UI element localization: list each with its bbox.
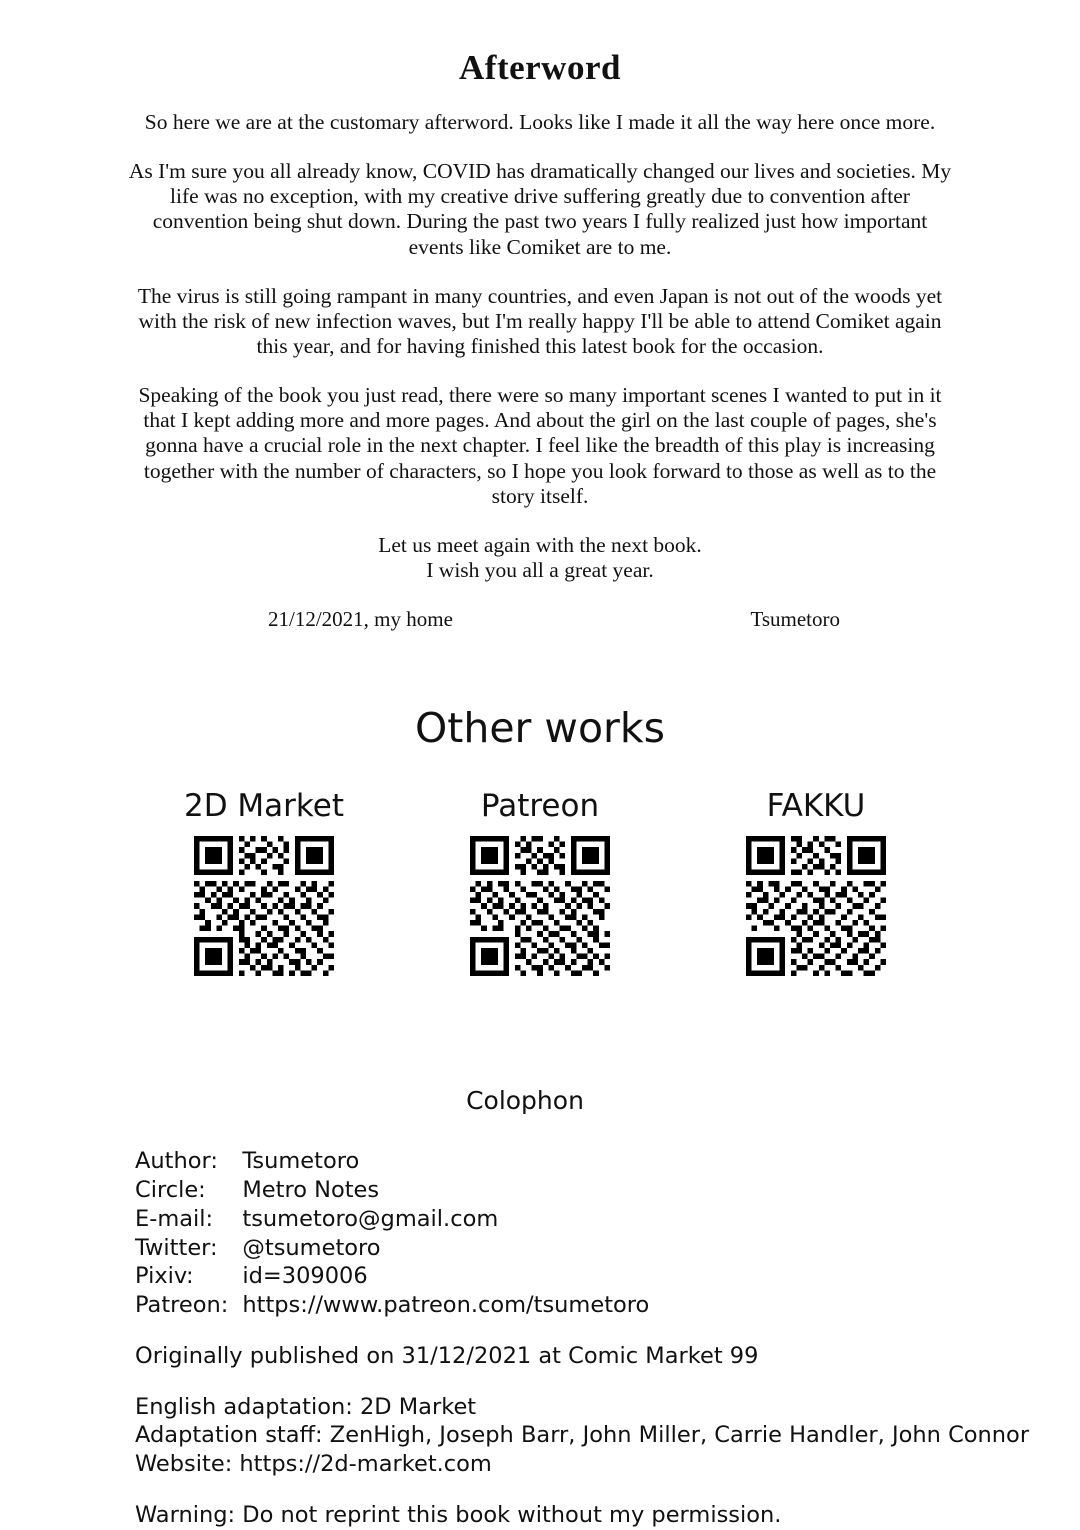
colophon-fields-table (135, 1147, 649, 1320)
table-row (135, 1262, 649, 1291)
colophon-title: Colophon (466, 1086, 584, 1116)
colophon-field-key: Pixiv: (135, 1263, 194, 1290)
colophon-section (0, 1086, 1080, 1530)
afterword-paragraph-4: Speaking of the book you just read, there were so many important scenes I wanted to put in it that I kept adding more and more pages. And about the girl on the last couple of pages, she's gonna have a crucial role in the next chapter. I feel like the breadth of this play is increasing together with the number of characters, so I hope you look forward to those as well as to the story itself. (138, 383, 942, 508)
afterword-date: 21/12/2021, my home (268, 607, 453, 632)
colophon-body (0, 1147, 1080, 1530)
table-row (135, 1234, 649, 1263)
other-works-title: Other works (414, 704, 666, 753)
other-works-item-fakku[interactable] (721, 788, 911, 976)
afterword-signature (240, 607, 840, 632)
colophon-field-key: E-mail: (135, 1205, 214, 1232)
colophon-published: Originally published on 31/12/2021 at Comic Market 99 (135, 1342, 759, 1369)
colophon-field-value: Tsumetoro (242, 1148, 360, 1175)
colophon-field-value: @tsumetoro (242, 1234, 381, 1261)
table-row (135, 1176, 649, 1205)
afterword-closing-line-1: Let us meet again with the next book. (378, 532, 702, 557)
table-row (135, 1147, 649, 1176)
afterword-paragraph-2: As I'm sure you all already know, COVID has dramatically changed our lives and societies. My life was no exception, with my creative drive suffering greatly due to convention after convention being shut down. During the past two years I fully realized just how important events like Comiket are to me. (128, 159, 952, 259)
other-works-label: FAKKU (766, 788, 866, 825)
page-title: Afterword (459, 48, 621, 87)
afterword-author: Tsumetoro (750, 607, 840, 632)
qr-code-icon[interactable] (194, 836, 334, 976)
colophon-adaptation: English adaptation: 2D Market (135, 1393, 477, 1420)
afterword-closing-line-2: I wish you all a great year. (426, 557, 654, 582)
colophon-adaptation-staff: Adaptation staff: ZenHigh, Joseph Barr, John Miller, Carrie Handler, John Connor (135, 1422, 1030, 1449)
other-works-list (0, 788, 1080, 976)
table-row (135, 1291, 649, 1320)
colophon-field-key: Twitter: (135, 1234, 218, 1261)
afterword-paragraph-3: The virus is still going rampant in many countries, and even Japan is not out of the woods yet with the risk of new infection waves, but I'm really happy I'll be able to attend Comiket again this year, and for having finished this latest book for the occasion. (137, 283, 943, 358)
colophon-field-value: id=309006 (242, 1263, 368, 1290)
colophon-adaptation-block (135, 1393, 1080, 1479)
colophon-field-value[interactable]: https://www.patreon.com/tsumetoro (242, 1292, 650, 1319)
colophon-field-key: Patreon: (135, 1292, 229, 1319)
colophon-field-key: Circle: (135, 1176, 206, 1203)
colophon-warning: Warning: Do not reprint this book without my permission. (135, 1502, 782, 1529)
other-works-item-patreon[interactable] (445, 788, 635, 976)
afterword-paragraph-1: So here we are at the customary afterword. Looks like I made it all the way here once more. (144, 110, 936, 134)
colophon-field-value: tsumetoro@gmail.com (242, 1205, 499, 1232)
other-works-label: Patreon (480, 788, 600, 825)
colophon-website[interactable]: Website: https://2d-market.com (135, 1451, 492, 1478)
qr-code-icon[interactable] (746, 836, 886, 976)
afterword-body (125, 88, 955, 583)
qr-code-icon[interactable] (470, 836, 610, 976)
other-works-section (0, 704, 1080, 976)
other-works-label: 2D Market (183, 788, 344, 825)
colophon-field-value: Metro Notes (242, 1176, 380, 1203)
table-row (135, 1205, 649, 1234)
colophon-field-key: Author: (135, 1148, 218, 1175)
other-works-item-2d-market[interactable] (169, 788, 359, 976)
